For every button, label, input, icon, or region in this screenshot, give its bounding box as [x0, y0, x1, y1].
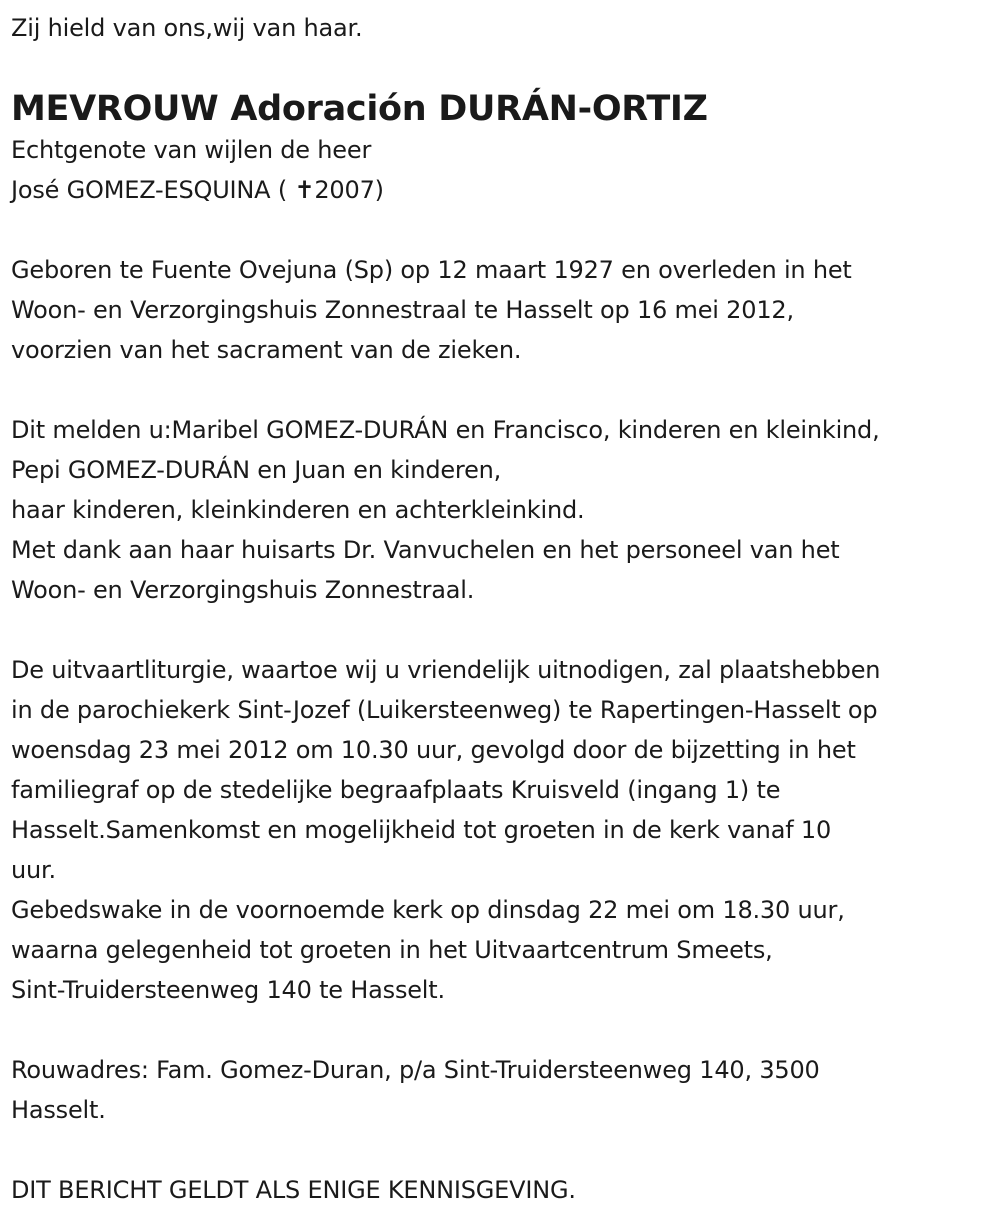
spouse-death-year: 2007)	[314, 176, 384, 204]
spouse-line-1: Echtgenote van wijlen de heer	[11, 136, 372, 164]
birth-death-paragraph	[11, 250, 993, 370]
funeral-line: familiegraf op de stedelijke begraafplaats Kruisveld (ingang 1) te	[11, 776, 781, 804]
address-line: Hasselt.	[11, 1096, 106, 1124]
birth-death-line: Woon- en Verzorgingshuis Zonnestraal te Hasselt op 16 mei 2012,	[11, 296, 794, 324]
family-line: Met dank aan haar huisarts Dr. Vanvuchelen en het personeel van het	[11, 536, 840, 564]
cross-icon: ✝	[294, 176, 315, 204]
funeral-line: Sint-Truidersteenweg 140 te Hasselt.	[11, 976, 445, 1004]
funeral-line: woensdag 23 mei 2012 om 10.30 uur, gevolgd door de bijzetting in het	[11, 736, 856, 764]
family-line: haar kinderen, kleinkinderen en achterkleinkind.	[11, 496, 585, 524]
funeral-line: waarna gelegenheid tot groeten in het Uitvaartcentrum Smeets,	[11, 936, 773, 964]
family-line: Dit melden u:Maribel GOMEZ-DURÁN en Francisco, kinderen en kleinkind,	[11, 416, 880, 444]
deceased-name: MEVROUW Adoración DURÁN-ORTIZ	[11, 89, 708, 129]
family-line: Woon- en Verzorgingshuis Zonnestraal.	[11, 576, 475, 604]
funeral-line: De uitvaartliturgie, waartoe wij u vriendelijk uitnodigen, zal plaatshebben	[11, 656, 881, 684]
closing-statement: DIT BERICHT GELDT ALS ENIGE KENNISGEVING.	[11, 1176, 576, 1204]
spouse-line-2	[11, 170, 993, 210]
funeral-line: in de parochiekerk Sint-Jozef (Luikersteenweg) te Rapertingen-Hasselt op	[11, 696, 878, 724]
spouse-name: José GOMEZ-ESQUINA (	[11, 176, 287, 204]
address-line: Rouwadres: Fam. Gomez-Duran, p/a Sint-Truidersteenweg 140, 3500	[11, 1056, 820, 1084]
motto: Zij hield van ons,wij van haar.	[11, 14, 363, 42]
birth-death-line: Geboren te Fuente Ovejuna (Sp) op 12 maart 1927 en overleden in het	[11, 256, 852, 284]
family-paragraph	[11, 410, 993, 610]
funeral-paragraph	[11, 650, 993, 1010]
funeral-line: Hasselt.Samenkomst en mogelijkheid tot groeten in de kerk vanaf 10	[11, 816, 832, 844]
obituary-notice	[11, 8, 993, 1210]
family-line: Pepi GOMEZ-DURÁN en Juan en kinderen,	[11, 456, 502, 484]
funeral-line: Gebedswake in de voornoemde kerk op dinsdag 22 mei om 18.30 uur,	[11, 896, 845, 924]
funeral-line: uur.	[11, 856, 56, 884]
address-paragraph	[11, 1050, 993, 1130]
birth-death-line: voorzien van het sacrament van de zieken.	[11, 336, 522, 364]
